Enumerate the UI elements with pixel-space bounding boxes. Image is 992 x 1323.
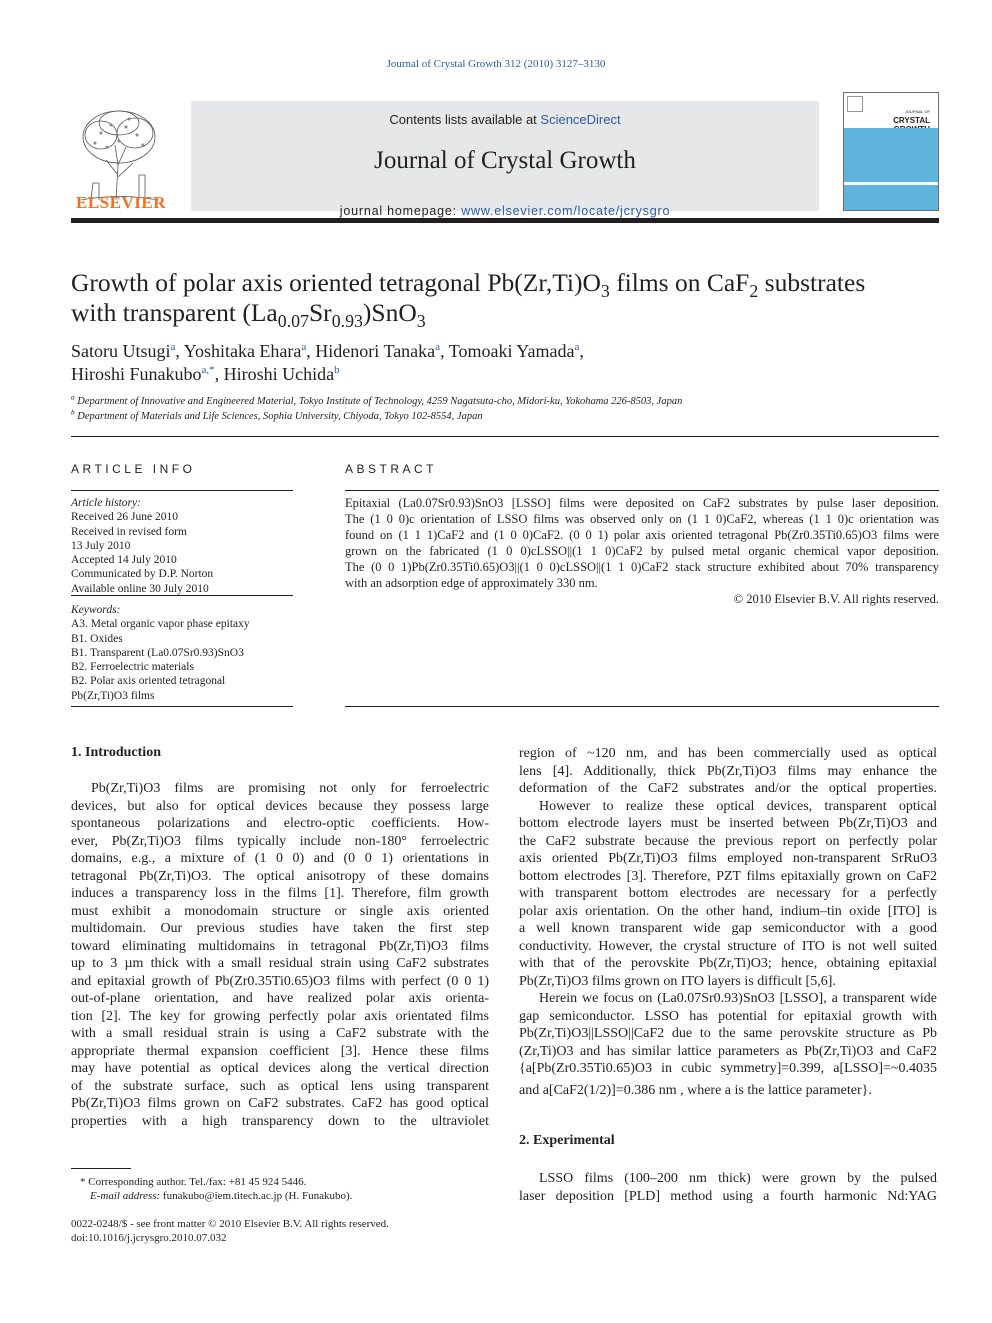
title-sub: 2 [749,281,759,302]
title-part: films on CaF [609,268,750,297]
article-title [71,268,939,332]
body-line: laser deposition [PLD] method using a fourth harmonic Nd:YAG [519,1188,937,1204]
body-line: Herein we focus on (La0.07Sr0.93)SnO3 [LSSO], a transparent wide [539,991,937,1006]
cover-title-prefix: JOURNAL OF [904,109,930,114]
body-line: Pb(Zr,Ti)O3 films grown on CaF2 substrates. CaF2 has good optical [71,1096,489,1111]
body-line: (Zr,Ti)O3 and has similar lattice parameters as Pb(Zr,Ti)O3 and CaF2 [519,1043,937,1059]
body-line: deformation of the CaF2 substrates and/or the optical properties. [519,781,937,796]
history-item: Available online 30 July 2010 [71,582,209,595]
author-affiliation-marker[interactable]: a [170,341,176,353]
body-line: induces a transparency loss in the films [1]. Therefore, film growth [71,886,489,901]
abstract-line: The (0 0 1)Pb(Zr0.35Ti0.65)O3||(1 0 0)cLSSO||(1 1 0)CaF2 stack structure exhibited about 70% transparency [345,560,939,574]
email-note [90,1189,510,1203]
author-separator: , [175,341,184,361]
title-part: )SnO [362,298,417,327]
experimental-text [519,1170,937,1205]
author-name: Hiroshi Uchida [223,364,335,384]
affiliation-a [71,394,939,409]
body-line: domains, e.g., a mixture of (1 0 0) and (0 0 1) orientations in [71,851,489,866]
abstract-line: The (1 0 0)c orientation of LSSO films was observed only on (1 1 0)CaF2, whereas (1 1 0)c orientation was [345,512,939,526]
author-separator: , [306,341,316,361]
abstract-line: found on (1 1 1)CaF2 and (1 0 0)CaF2. (0 0 1) polar axis oriented tetragonal Pb(Zr0.35Ti0.65)O3 films were [345,528,939,542]
cover-band-lower [844,185,938,210]
issn-line: 0022-0248/$ - see front matter © 2010 Elsevier B.V. All rights reserved. [71,1218,389,1230]
abstract-copyright: © 2010 Elsevier B.V. All rights reserved. [733,592,939,606]
history-item: Accepted 14 July 2010 [71,554,177,567]
author-name: Satoru Utsugi [71,341,171,361]
author[interactable] [224,364,340,384]
body-line: bottom electrode layers must be inserted between Pb(Zr,Ti)O3 and [519,816,937,831]
body-line: up to 3 µm thick with a small residual strain using CaF2 substrates [71,956,489,971]
author[interactable] [71,341,175,361]
affiliation-key: a [71,392,75,402]
section-heading-experimental: 2. Experimental [519,1133,615,1148]
cover-title-main: CRYSTAL [893,116,930,125]
abstract-bottom-rule [345,706,939,707]
body-line: a well known transparent wide gap semiconductor with a good [519,921,937,936]
body-line: appropriate thermal expansion coefficient [3]. Hence these films [71,1043,489,1059]
elsevier-wordmark: ELSEVIER [76,193,166,212]
body-line: {a[Pb(Zr0.35Ti0.65)O3 in cubic symmetry]=0.399, a[LSSO]=~0.4035 [519,1061,937,1076]
body-line: lens [4]. Additionally, thick Pb(Zr,Ti)O3 films may enhance the [519,763,937,779]
masthead [71,90,939,218]
title-part: Sr [309,298,332,327]
body-line: and epitaxial growth of Pb(Zr0.35Ti0.65)O3 films with perfect (0 0 1) [71,973,489,989]
title-part: with transparent (La [71,298,278,327]
body-line: gap semiconductor. LSSO has potential for epitaxial growth with [519,1008,937,1024]
email-label: E-mail address: [90,1190,161,1202]
history-item: Received in revised form [71,525,187,538]
journal-banner [191,101,819,218]
title-sub: 0.07 [277,311,309,332]
cover-band [844,128,938,182]
introduction-right-column [519,745,937,1099]
abstract-line: with an adsorption edge of approximately 330 nm. [345,576,598,590]
journal-homepage [191,204,819,218]
affiliation-key: b [71,407,75,417]
keywords-bottom-rule [71,706,293,707]
keyword: B2. Polar axis oriented tetragonal [71,675,226,688]
title-sub: 3 [600,281,610,302]
body-line: Pb(Zr,Ti)O3||LSSO||CaF2 due to the same perovskite structure as Pb [519,1026,937,1041]
author-list [71,340,939,386]
article-info-heading: ARTICLE INFO [71,462,196,476]
author-affiliation-marker[interactable]: b [334,364,340,376]
affiliation-b [71,409,939,424]
body-line: devices, but also for optical devices because they possess large [71,798,489,814]
keywords-rule [71,595,293,596]
body-line: LSSO films (100–200 nm thick) were grown by the pulsed [539,1171,937,1186]
contents-line [191,112,819,127]
body-line: tetragonal Pb(Zr,Ti)O3. The optical anisotropy of these domains [71,868,489,884]
author-name: Yoshitaka Ehara [183,341,302,361]
author-affiliation-marker[interactable]: a [574,341,580,353]
keyword: B1. Transparent (La0.07Sr0.93)SnO3 [71,646,244,659]
title-sub: 0.93 [331,311,363,332]
corresponding-author-note: * Corresponding author. Tel./fax: +81 45 924 5446. [80,1176,307,1188]
affiliation-text: Department of Materials and Life Sciences, Sophia University, Chiyoda, Tokyo 102-8554, Japan [77,411,483,422]
cover-publisher-mark [847,96,863,112]
author[interactable] [71,364,215,384]
header-divider [71,436,939,437]
author-name: Tomoaki Yamada [448,341,575,361]
body-line: with that of the perovskite Pb(Zr,Ti)O3; hence, obtaining epitaxial [519,956,937,971]
author-name: Hiroshi Funakubo [71,364,202,384]
body-line: Pb(Zr,Ti)O3 films grown on ITO layers is difficult [5,6]. [519,973,836,989]
abstract-line: grown on the fabricated (1 0 0)cLSSO||(1 1 0)CaF2 by pulsed metal organic chemical vapor deposition. [345,544,939,558]
article-history [71,496,293,596]
journal-name: Journal of Crystal Growth [374,147,636,174]
body-line: Pb(Zr,Ti)O3 films are promising not only for ferroelectric [91,781,489,796]
body-line: ever, Pb(Zr,Ti)O3 films typically include non-180° ferroelectric [71,833,489,849]
affiliation-text: Department of Innovative and Engineered Material, Tokyo Institute of Technology, 4259 Nagatsuta-cho, Midori-ku, Yokohama 226-8503, Japan [77,396,683,407]
author-affiliation-marker[interactable]: a,* [201,364,215,376]
author-separator: , [214,364,224,384]
history-label: Article history: [71,497,141,509]
author-affiliation-marker[interactable]: a [435,341,441,353]
homepage-link[interactable]: www.elsevier.com/locate/jcrysgro [461,204,671,218]
body-line: out-of-plane orientation, and have realized polar axis orienta- [71,991,489,1006]
sciencedirect-link[interactable]: ScienceDirect [540,112,621,127]
keyword: B2. Ferroelectric materials [71,661,194,674]
body-line: spontaneous polarizations and electro-optic coefficients. How- [71,816,489,831]
abstract-heading: ABSTRACT [345,462,438,476]
abstract-line: Epitaxial (La0.07Sr0.93)SnO3 [LSSO] films were deposited on CaF2 substrates by pulse laser deposition. [345,496,939,510]
footnote-rule [71,1168,131,1169]
body-line: However to realize these optical devices, transparent optical [539,798,937,814]
body-line: and a[CaF2(1/2)]=0.386 nm , where a is the lattice parameter}. [519,1082,872,1098]
journal-cover-thumbnail [843,92,939,211]
body-line: polar axis orientation. On the other hand, indium–tin oxide [ITO] is [519,903,937,919]
history-item: Communicated by D.P. Norton [71,568,214,581]
section-heading-introduction: 1. Introduction [71,745,161,760]
body-line: region of ~120 nm, and has been commercially used as optical [519,746,937,761]
keywords-label: Keywords: [71,604,121,616]
title-part: Growth of polar axis oriented tetragonal Pb(Zr,Ti)O [71,268,601,297]
body-line: of the substrate surface, such as optical lens using transparent [71,1078,489,1094]
body-line: with a small residual strain is using a CaF2 substrate with the [71,1026,489,1041]
history-item: 13 July 2010 [71,539,131,552]
introduction-left-column [71,780,489,1130]
author[interactable] [315,341,440,361]
journal-citation[interactable]: Journal of Crystal Growth 312 (2010) 3127–3130 [386,58,606,70]
body-line: the CaF2 substrate because the previous report on perfectly polar [519,833,937,849]
abstract-rule [345,490,939,491]
masthead-rule [71,218,939,223]
body-line: axis oriented Pb(Zr,Ti)O3 films employed non-transparent SrRuO3 [519,851,937,866]
body-line: must exhibit a monodomain structure or single axis oriented [71,903,489,919]
abstract-body [345,495,939,607]
body-line: conductivity. However, the crystal structure of ITO is not well suited [519,938,937,954]
homepage-prefix: journal homepage: [339,204,462,218]
author[interactable] [184,341,307,361]
author-name: Hidenori Tanaka [315,341,436,361]
author-separator: , [579,341,584,361]
title-sub: 3 [416,311,426,332]
history-item: Received 26 June 2010 [71,511,178,524]
body-line: with transparent bottom electrodes are necessary for a perfectly [519,886,937,901]
author-separator: , [440,341,449,361]
author[interactable] [449,341,580,361]
keyword: B1. Oxides [71,632,123,645]
body-line: toward eliminating multidomains in tetragonal Pb(Zr,Ti)O3 films [71,938,489,954]
doi-line[interactable]: doi:10.1016/j.jcrysgro.2010.07.032 [71,1232,227,1244]
body-line: properties with a high transparency down to the ultraviolet [71,1113,489,1129]
author-affiliation-marker[interactable]: a [301,341,307,353]
email-address[interactable]: funakubo@iem.titech.ac.jp (H. Funakubo). [160,1190,353,1202]
title-part: substrates [758,268,866,297]
body-line: bottom electrodes [3]. Therefore, PZT films epitaxially grown on CaF2 [519,868,937,884]
body-line: tion [2]. The key for growing perfectly polar axis orientated films [71,1008,489,1024]
keyword: A3. Metal organic vapor phase epitaxy [71,618,250,631]
body-line: may have potential as optical devices along the vertical direction [71,1061,489,1076]
article-info-rule [71,490,293,491]
body-line: multidomain. Our previous studies have taken the first step [71,921,489,936]
contents-prefix: Contents lists available at [389,112,541,127]
keyword: Pb(Zr,Ti)O3 films [71,689,155,702]
keywords [71,603,293,703]
